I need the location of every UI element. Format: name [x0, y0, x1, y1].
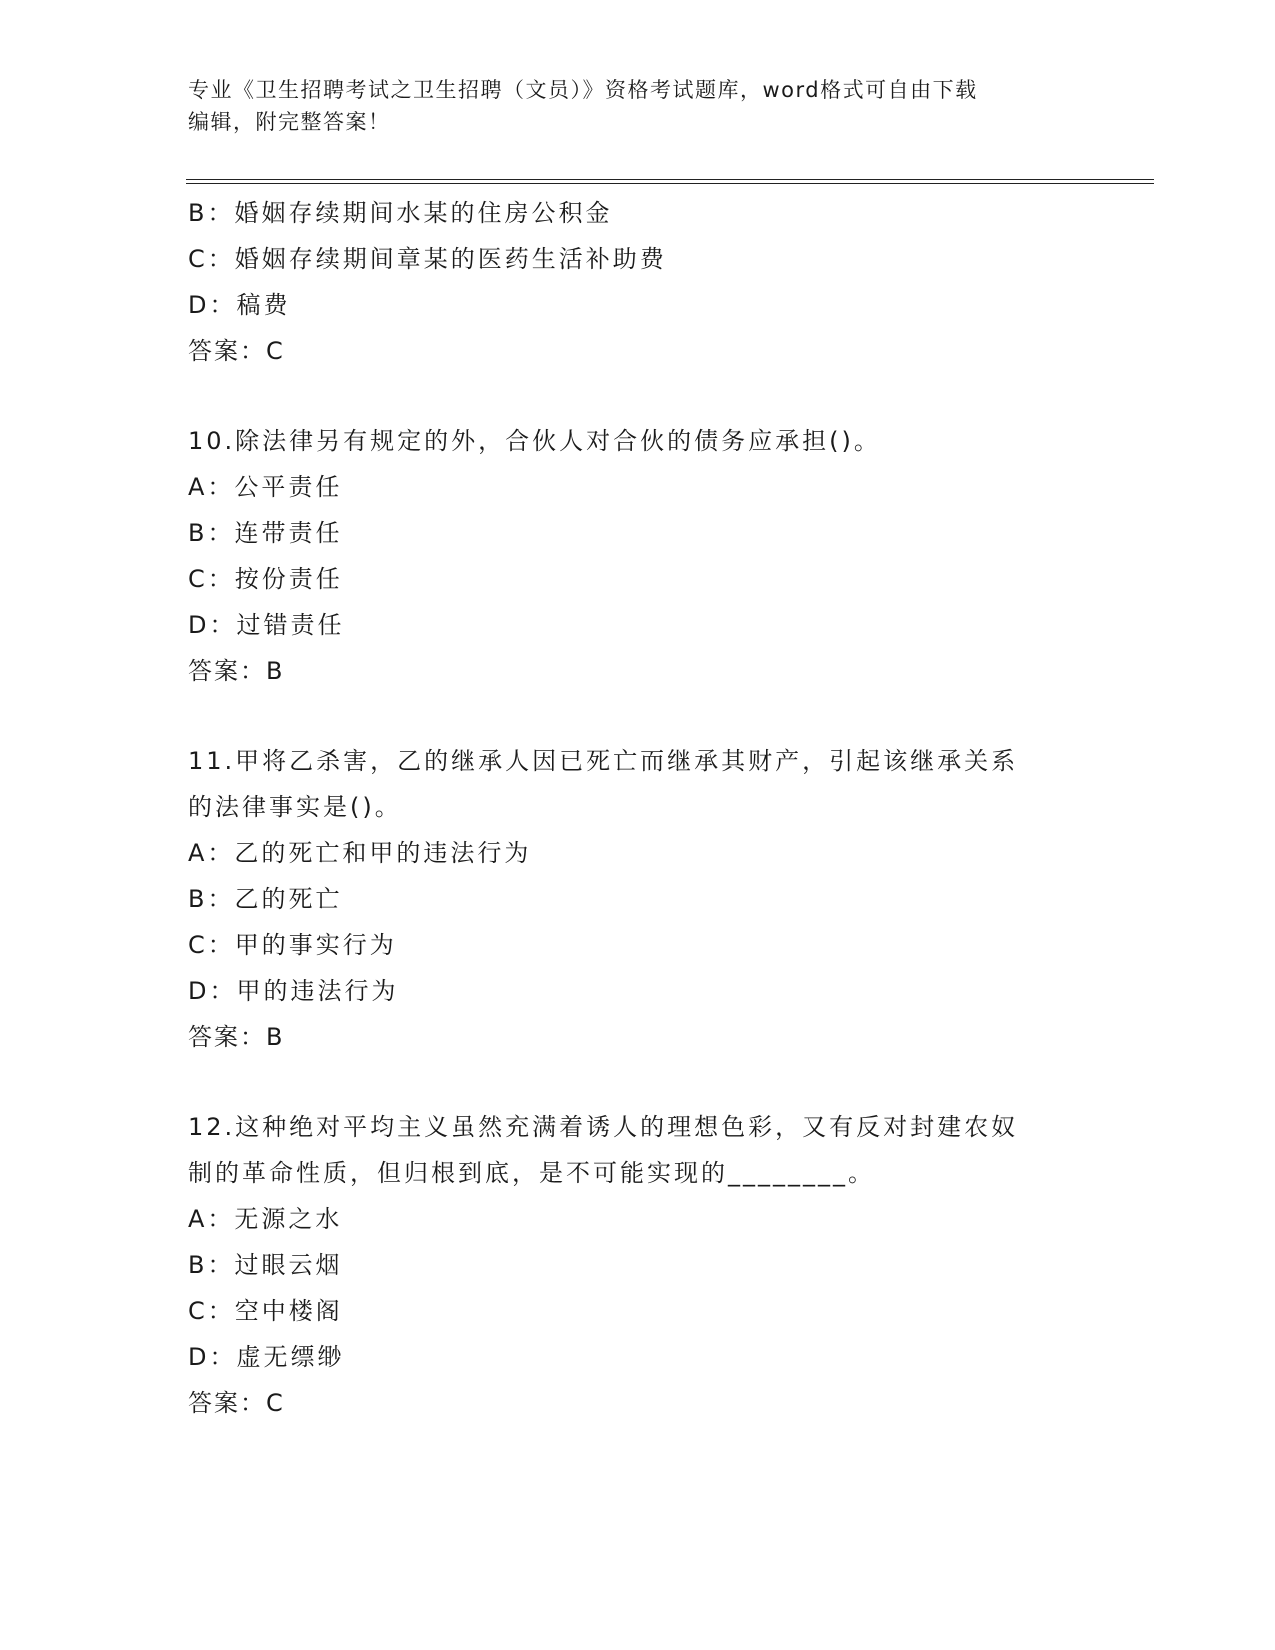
answer-line: 答案：C	[188, 337, 285, 365]
option-b: B：乙的死亡	[188, 885, 343, 913]
option-b: B：婚姻存续期间水某的住房公积金	[188, 199, 613, 227]
header-rule-bottom	[186, 183, 1154, 184]
option-b: B：过眼云烟	[188, 1251, 343, 1279]
option-c: C：按份责任	[188, 565, 343, 593]
option-c: C：婚姻存续期间章某的医药生活补助费	[188, 245, 667, 273]
question-block-10	[188, 418, 1148, 694]
spacer	[188, 1060, 1148, 1104]
question-text: 11.甲将乙杀害，乙的继承人因已死亡而继承其财产，引起该继承关系	[188, 747, 1019, 775]
header-rule-top	[186, 179, 1154, 180]
option-a: A：无源之水	[188, 1205, 343, 1233]
answer-line: 答案：C	[188, 1389, 285, 1417]
option-d: D：过错责任	[188, 611, 345, 639]
option-b: B：连带责任	[188, 519, 343, 547]
option-d: D：甲的违法行为	[188, 977, 399, 1005]
option-a: A：乙的死亡和甲的违法行为	[188, 839, 532, 867]
option-d: D：虚无缥缈	[188, 1343, 345, 1371]
header-line-1: 专业《卫生招聘考试之卫生招聘（文员）》资格考试题库，word格式可自由下载	[188, 78, 978, 102]
option-a: A：公平责任	[188, 473, 343, 501]
spacer	[188, 374, 1148, 418]
question-block-11	[188, 738, 1148, 1060]
header-line-2: 编辑，附完整答案！	[188, 110, 391, 134]
question-list	[188, 190, 1148, 1426]
question-text-continued: 制的革命性质，但归根到底，是不可能实现的________。	[188, 1159, 875, 1187]
option-c: C：甲的事实行为	[188, 931, 397, 959]
document-header	[188, 74, 1088, 138]
option-c: C：空中楼阁	[188, 1297, 343, 1325]
option-d: D：稿费	[188, 291, 291, 319]
question-text: 10.除法律另有规定的外，合伙人对合伙的债务应承担()。	[188, 427, 881, 455]
spacer	[188, 694, 1148, 738]
answer-line: 答案：B	[188, 657, 285, 685]
question-text: 12.这种绝对平均主义虽然充满着诱人的理想色彩，又有反对封建农奴	[188, 1113, 1019, 1141]
question-block-continued	[188, 190, 1148, 374]
answer-line: 答案：B	[188, 1023, 285, 1051]
question-block-12	[188, 1104, 1148, 1426]
question-text-continued: 的法律事实是()。	[188, 793, 402, 821]
